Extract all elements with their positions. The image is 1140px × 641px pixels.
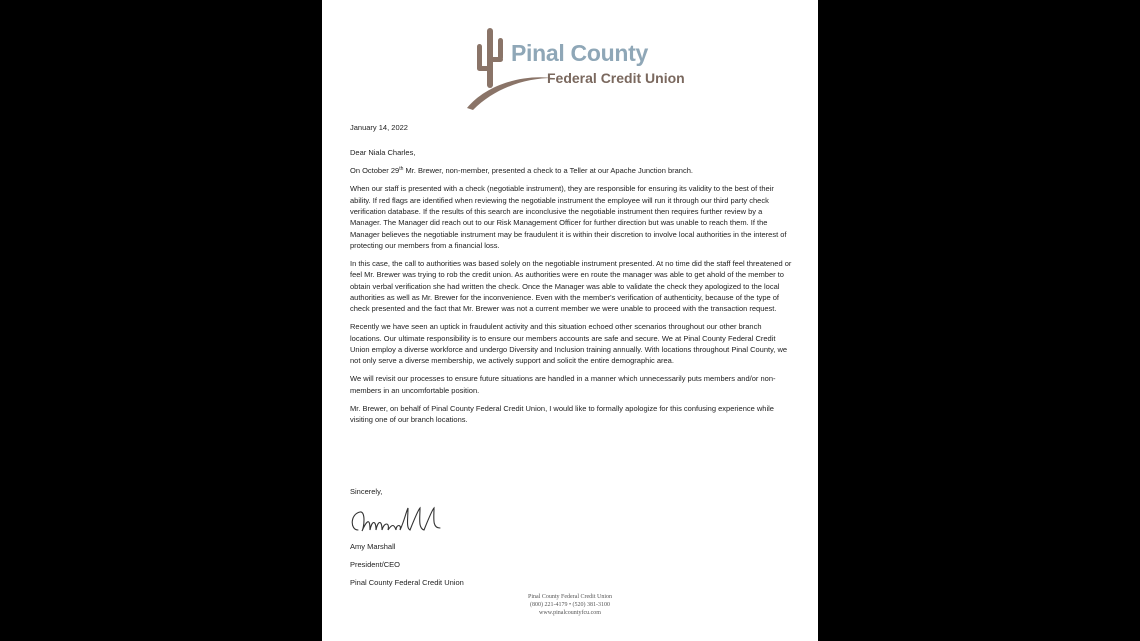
logo-subtitle: Federal Credit Union	[547, 70, 685, 86]
signer-title: President/CEO	[350, 560, 401, 569]
signer-organization: Pinal County Federal Credit Union	[350, 578, 464, 587]
cactus-logo-icon	[465, 26, 555, 112]
p1-text-start: On October 29	[350, 166, 400, 176]
p1-superscript: th	[399, 166, 404, 173]
p1-text-end: Mr. Brewer, non-member, presented a check to a Teller at our Apache Junction branch.	[403, 166, 693, 176]
paragraph-2: When our staff is presented with a check (negotiable instrument), they are responsible for ensuring its validity to the best of their ability. If red flags are identified when reviewing the negotiable instrument the employee will run it through our third party check verification database. If the results of this search are inconclusive the negotiable instrument then requires further review by a Manager. The Manager did reach out to our Risk Management Officer for further direction but was unable to reach them. If the Manager believes the negotiable instrument may be fraudulent it is within their discretion to involve local authorities in the interest of protecting our members from a financial loss.	[350, 184, 787, 250]
paragraph-5: We will revisit our processes to ensure future situations are handled in a manner which unnecessarily puts members and/or non-members in an uncomfortable position.	[350, 374, 776, 395]
closing: Sincerely,	[350, 487, 383, 496]
footer-org: Pinal County Federal Credit Union	[528, 594, 612, 600]
letter-footer	[322, 593, 818, 617]
letter-date: January 14, 2022	[350, 123, 408, 132]
signer-name: Amy Marshall	[350, 542, 396, 551]
logo-title: Pinal County	[511, 40, 648, 66]
paragraph-3: In this case, the call to authorities was based solely on the negotiable instrument presented. At no time did the staff feel threatened or feel Mr. Brewer was trying to rob the credit union. As authorities were en route the manager was able to get ahold of the member to obtain verbal verification she had written the check. Once the Manager was able to validate the check they apologized to the local authorities as well as Mr. Brewer for the inconvenience. Even with the member's verification of authenticity, because of the type of check presented and the fact that Mr. Brewer was not a current member we were unable to proceed with the transaction request.	[350, 259, 792, 314]
paragraph-1	[350, 165, 793, 176]
paragraph-6: Mr. Brewer, on behalf of Pinal County Federal Credit Union, I would like to formally apologize for this confusing experience while visiting one of our branch locations.	[350, 403, 774, 425]
footer-website: www.pinalcountyfcu.com	[539, 610, 601, 616]
letter-body	[350, 122, 793, 432]
footer-phones: (800) 221-4179 • (520) 381-3100	[529, 602, 611, 608]
letter-page	[322, 0, 818, 641]
handwritten-signature	[348, 504, 448, 538]
credit-union-logo	[465, 26, 685, 112]
paragraph-4: Recently we have seen an uptick in fraudulent activity and this situation echoed other scenarios throughout our other branch locations. Our ultimate responsibility is to ensure our members accounts are safe and secure. We at Pinal County Federal Credit Union employ a diverse workforce and undergo Diversity and Inclusion training annually. With locations throughout Pinal County, we not only serve a diverse membership, we actively support and solicit the entire demographic area.	[350, 322, 788, 366]
salutation: Dear Niala Charles,	[350, 148, 416, 158]
